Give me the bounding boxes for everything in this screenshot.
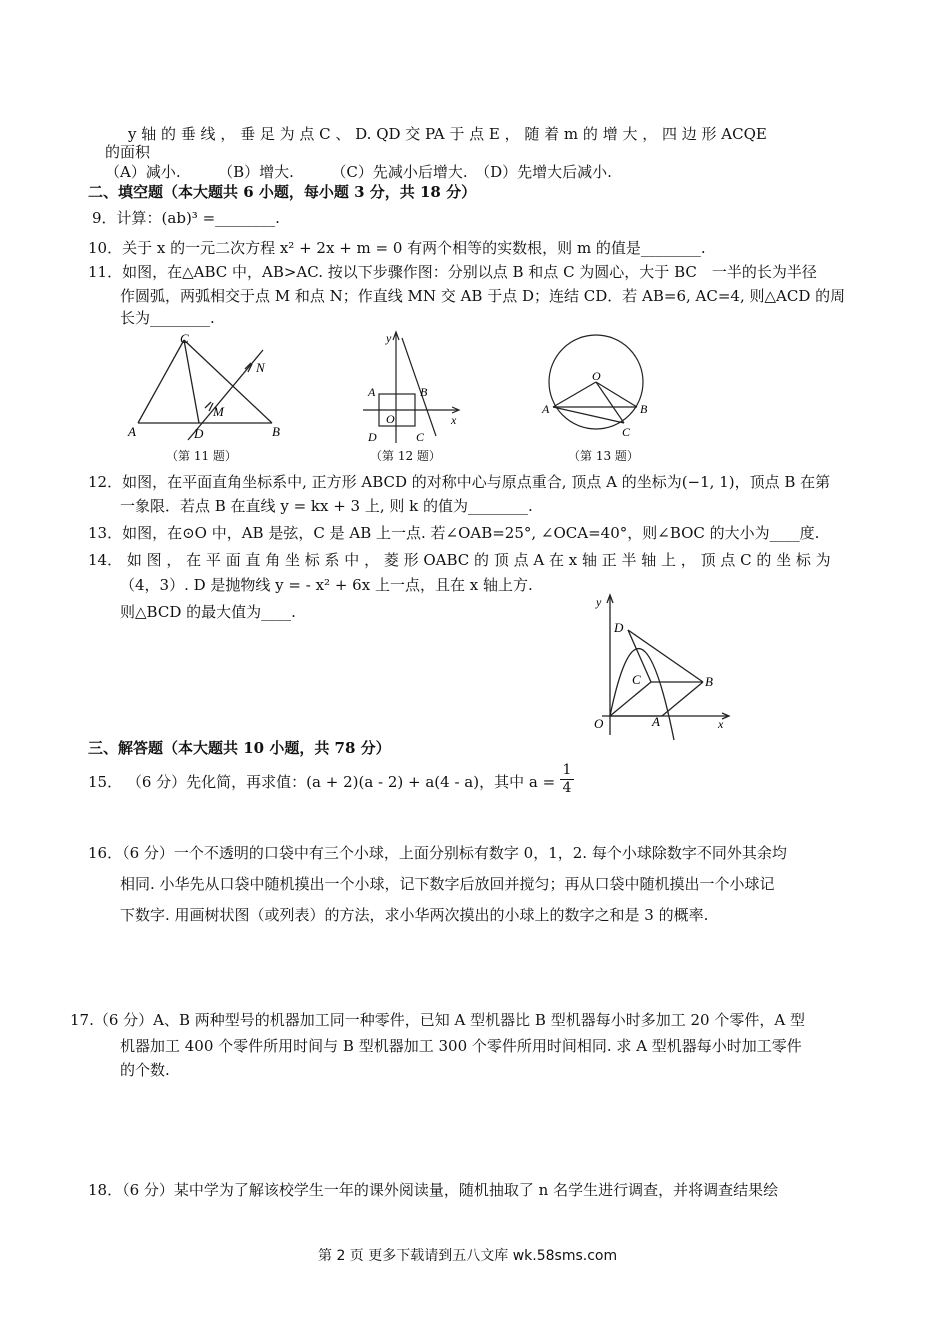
- question-11-line-2: 作圆弧，两弧相交于点 M 和点 N；作直线 MN 交 AB 于点 D；连结 CD．若 AB=6, AC=4, 则△ACD 的周: [120, 287, 846, 305]
- question-12-line-1: 12．如图，在平面直角坐标系中, 正方形 ABCD 的对称中心与原点重合, 顶点 A 的坐标为(−1, 1)，顶点 B 在第: [88, 473, 831, 491]
- question-16-line-3: 下数字. 用画树状图（或列表）的方法，求小华两次摸出的小球上的数字之和是 3 的概率.: [120, 906, 709, 924]
- page-footer: 第 2 页 更多下载请到五八文库 wk.58sms.com: [318, 1248, 618, 1264]
- question-11-line-3: 长为________.: [120, 309, 215, 327]
- fig14-label-A: A: [652, 714, 660, 729]
- caption-fig11: （第 11 题）: [166, 449, 237, 463]
- question-14-line-3: 则△BCD 的最大值为____.: [120, 603, 296, 621]
- fig13-label-B: B: [640, 402, 648, 416]
- fig12-label-C: C: [416, 430, 425, 444]
- fig11-label-A: A: [128, 424, 136, 439]
- question-11-line-1: 11．如图，在△ABC 中，AB>AC. 按以下步骤作图：分别以点 B 和点 C 为圆心，大于 BC 一半的长为半径: [88, 263, 817, 281]
- fraction-numerator: 1: [560, 762, 574, 780]
- question-17-line-3: 的个数.: [120, 1061, 170, 1079]
- fraction-denominator: 4: [562, 780, 572, 796]
- question-14-line-1: 14． 如 图 ， 在 平 面 直 角 坐 标 系 中 ， 菱 形 OABC 的 顶 点 A 在 x 轴 正 半 轴 上 ， 顶 点 C 的 坐 标 为: [88, 551, 831, 569]
- fig12-label-y: y: [386, 331, 392, 345]
- fig14-label-B: B: [705, 674, 713, 689]
- fig11-label-N: N: [256, 360, 265, 375]
- question-12-line-2: 一象限．若点 B 在直线 y = kx + 3 上, 则 k 的值为________.: [120, 497, 533, 515]
- question-16-line-1: 16．（6 分）一个不透明的口袋中有三个小球，上面分别标有数字 0，1，2. 每个小球除数字不同外其余均: [88, 844, 787, 862]
- fig13-label-C: C: [622, 425, 631, 439]
- fig12-label-D: D: [368, 430, 377, 444]
- question-17-line-2: 机器加工 400 个零件所用时间与 B 型机器加工 300 个零件所用时间相同. 求 A 型机器每小时加工零件: [120, 1037, 802, 1055]
- fig11-label-B: B: [272, 424, 280, 439]
- fig13-label-A: A: [542, 402, 550, 416]
- question-18-line-1: 18．（6 分）某中学为了解该校学生一年的课外阅读量，随机抽取了 n 名学生进行调查，并将调查结果绘: [88, 1181, 779, 1199]
- fig14-label-y: y: [596, 595, 602, 609]
- question-17-line-1: 17.（6 分）A、B 两种型号的机器加工同一种零件，已知 A 型机器比 B 型机器每小时多加工 20 个零件，A 型: [70, 1011, 805, 1029]
- figure-14: [588, 590, 738, 740]
- question-15: 15． （6 分）先化简，再求值：(a + 2)(a - 2) + a(4 - a)，其中 a =: [88, 773, 556, 791]
- fig12-label-O: O: [386, 412, 395, 426]
- q8-options: （A）减小. （B）增大. （C）先减小后增大. （D）先增大后减小.: [105, 163, 612, 181]
- fig11-label-D: D: [194, 426, 204, 441]
- fig11-label-C: C: [180, 331, 189, 346]
- figure-12: [358, 328, 468, 448]
- section-3-heading: 三、解答题（本大题共 10 小题，共 78 分）: [88, 739, 391, 757]
- question-10: 10．关于 x 的一元二次方程 x² + 2x + m = 0 有两个相等的实数根，则 m 的值是________.: [88, 239, 706, 257]
- fig12-label-x: x: [451, 413, 457, 427]
- q8-line-1: y 轴 的 垂 线 ， 垂 足 为 点 C 、 D. QD 交 PA 于 点 E ， 随 着 m 的 增 大 ， 四 边 形 ACQE: [128, 125, 767, 143]
- caption-fig13: （第 13 题）: [568, 449, 639, 463]
- section-2-heading: 二、填空题（本大题共 6 小题，每小题 3 分，共 18 分）: [88, 183, 477, 201]
- figure-11: [120, 328, 300, 443]
- question-16-line-2: 相同. 小华先从口袋中随机摸出一个小球，记下数字后放回并搅匀；再从口袋中随机摸出一个小球记: [120, 875, 775, 893]
- question-13: 13．如图，在⊙O 中，AB 是弦，C 是 AB 上一点. 若∠OAB=25°, ∠OCA=40°，则∠BOC 的大小为____度.: [88, 524, 820, 542]
- fig14-label-O: O: [594, 716, 604, 731]
- fig13-label-O: O: [592, 369, 601, 383]
- question-9: 9．计算：(ab)³ =________.: [92, 209, 280, 227]
- fig12-label-A: A: [368, 385, 376, 399]
- fig14-label-D: D: [614, 620, 624, 635]
- figure-13: [540, 330, 660, 445]
- fig14-label-x: x: [718, 717, 724, 731]
- fig14-label-C: C: [632, 672, 641, 687]
- question-15-fraction: [560, 762, 574, 797]
- question-14-line-2: （4，3）. D 是抛物线 y = - x² + 6x 上一点，且在 x 轴上方.: [120, 576, 533, 594]
- q8-line-2: 的面积: [105, 143, 151, 161]
- caption-fig12: （第 12 题）: [370, 449, 441, 463]
- fig11-label-M: M: [213, 404, 224, 419]
- fig12-label-B: B: [420, 385, 428, 399]
